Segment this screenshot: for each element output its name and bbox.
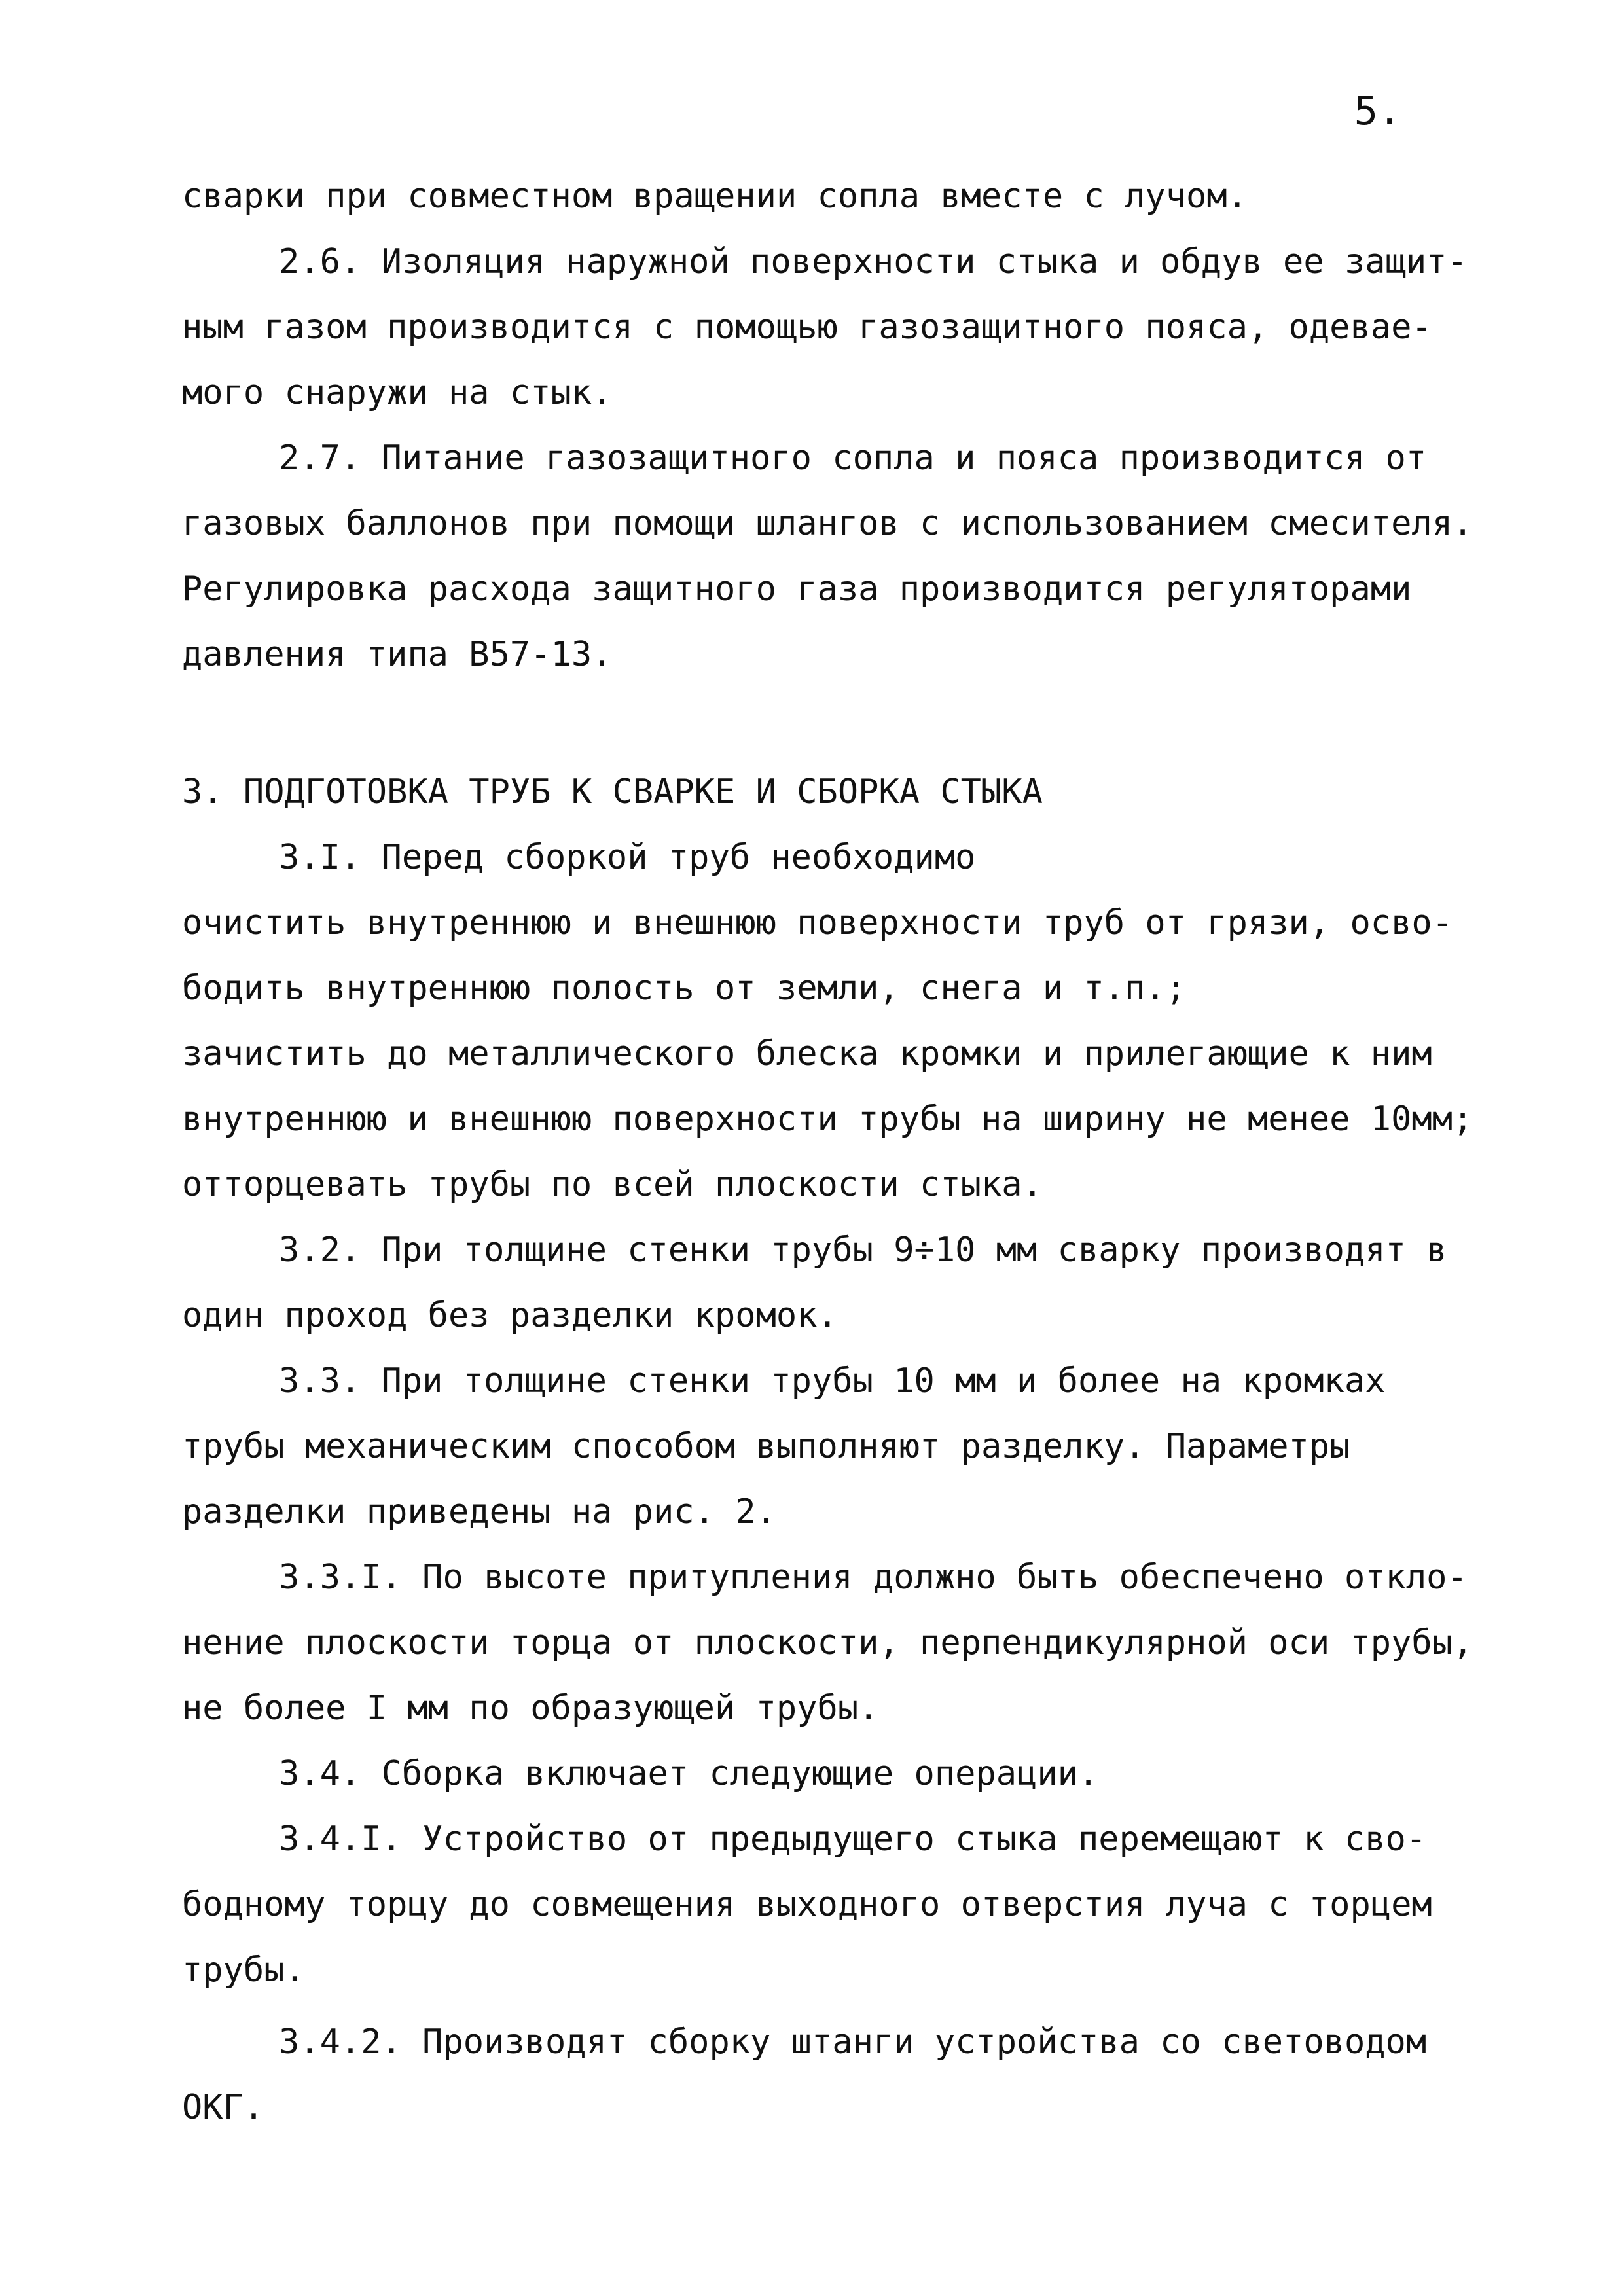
text-line: Регулировка расхода защитного газа производится регуляторами (182, 569, 1412, 609)
text-line: внутреннюю и внешнюю поверхности трубы на ширину не менее 10мм; (182, 1100, 1473, 1139)
text-line: 3.4.I. Устройство от предыдущего стыка перемещают к сво- (279, 1820, 1427, 1859)
text-line: 3.3.I. По высоте притупления должно быть обеспечено откло- (279, 1558, 1468, 1597)
text-line: 3.I. Перед сборкой труб необходимо (279, 838, 976, 877)
text-line: ным газом производится с помощью газозащитного пояса, одевае- (182, 308, 1432, 347)
text-line: трубы механическим способом выполняют разделку. Параметры (182, 1427, 1350, 1466)
text-line: газовых баллонов при помощи шлангов с использованием смесителя. (182, 504, 1473, 543)
text-line: очистить внутреннюю и внешнюю поверхности труб от грязи, осво- (182, 903, 1453, 942)
text-line: ОКГ. (182, 2088, 264, 2127)
text-line: трубы. (182, 1950, 305, 1990)
text-line: отторцевать трубы по всей плоскости стыка. (182, 1165, 1043, 1204)
text-line: не более I мм по образующей трубы. (182, 1689, 879, 1728)
text-line: один проход без разделки кромок. (182, 1296, 838, 1335)
text-line: 2.6. Изоляция наружной поверхности стыка и обдув ее защит- (279, 242, 1468, 281)
page-number: 5. (1354, 88, 1401, 134)
text-line: бодному торцу до совмещения выходного отверстия луча с торцем (182, 1885, 1432, 1924)
text-line: сварки при совместном вращении сопла вместе с лучом. (182, 177, 1248, 216)
text-line: разделки приведены на рис. 2. (182, 1492, 776, 1532)
text-line: 3.4. Сборка включает следующие операции. (279, 1754, 1099, 1793)
section-heading: 3. ПОДГОТОВКА ТРУБ К СВАРКЕ И СБОРКА СТЫКА (182, 772, 1043, 812)
text-line: 3.4.2. Производят сборку штанги устройства со световодом (279, 2022, 1427, 2062)
text-line: давления типа В57-13. (182, 635, 613, 674)
text-line: 3.3. При толщине стенки трубы 10 мм и более на кромках (279, 1361, 1386, 1401)
text-line: зачистить до металлического блеска кромки и прилегающие к ним (182, 1034, 1432, 1073)
text-line: бодить внутреннюю полость от земли, снега и т.п.; (182, 969, 1187, 1008)
text-line: мого снаружи на стык. (182, 373, 613, 412)
text-line: 2.7. Питание газозащитного сопла и пояса производится от (279, 439, 1427, 478)
text-line: нение плоскости торца от плоскости, перпендикулярной оси трубы, (182, 1623, 1473, 1662)
text-line: 3.2. При толщине стенки трубы 9÷10 мм сварку производят в (279, 1230, 1447, 1270)
